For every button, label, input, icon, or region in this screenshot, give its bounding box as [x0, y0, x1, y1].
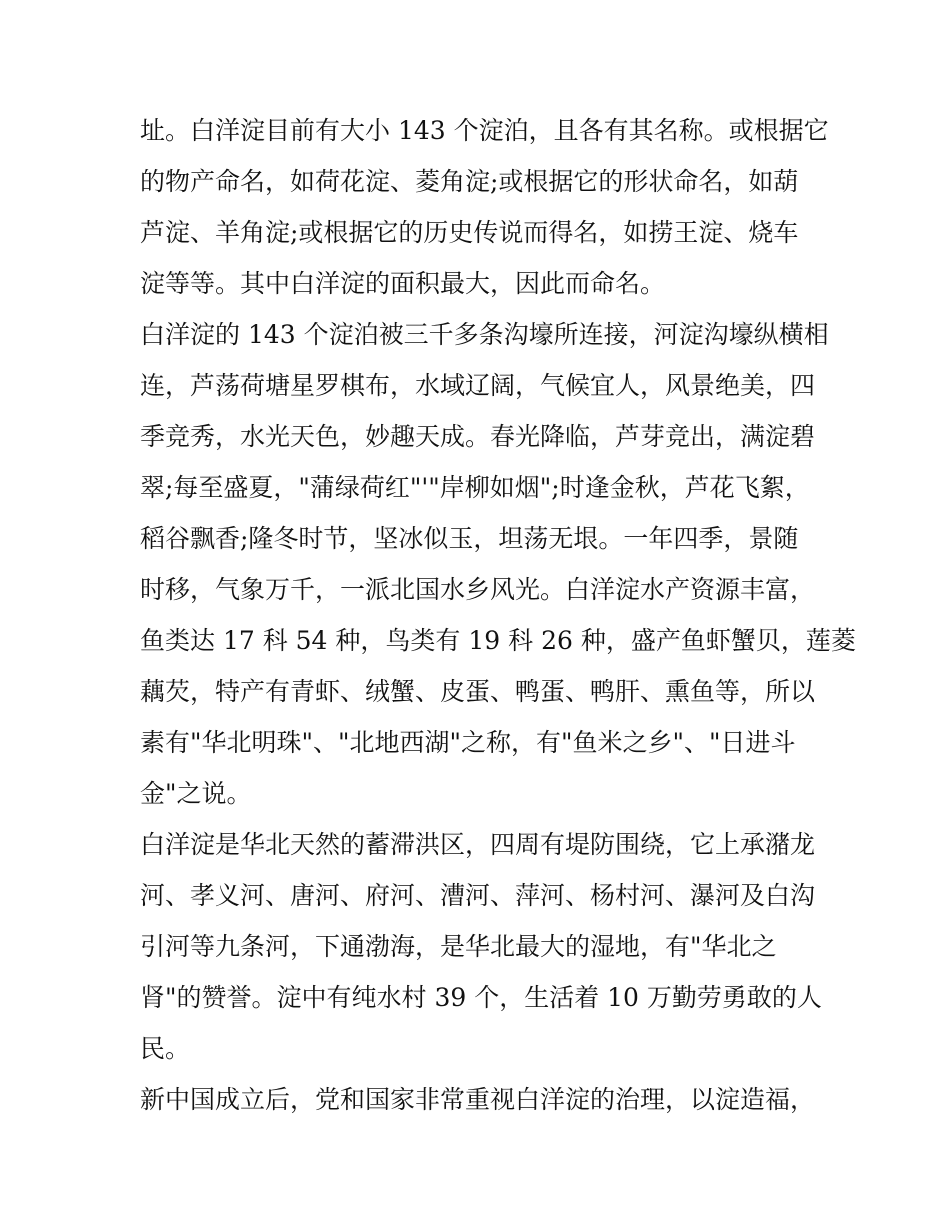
- document-body: [140, 105, 856, 1125]
- text-line: 稻谷飘香;隆冬时节，坚冰似玉，坦荡无垠。一年四季，景随: [140, 524, 799, 553]
- text-line: 白洋淀的 143 个淀泊被三千多条沟壕所连接，河淀沟壕纵横相: [140, 320, 829, 349]
- text-line: 新中国成立后，党和国家非常重视白洋淀的治理，以淀造福，: [140, 1085, 816, 1114]
- text-line: 民。: [140, 1034, 191, 1063]
- text-line: 藕芡，特产有青虾、绒蟹、皮蛋、鸭蛋、鸭肝、熏鱼等，所以: [140, 677, 816, 706]
- text-line: 的物产命名，如荷花淀、菱角淀;或根据它的形状命名，如葫: [140, 167, 799, 196]
- text-line: 淀等等。其中白洋淀的面积最大，因此而命名。: [140, 269, 666, 298]
- text-line: 连，芦荡荷塘星罗棋布，水域辽阔，气候宜人，风景绝美，四: [140, 371, 816, 400]
- text-line: 芦淀、羊角淀;或根据它的历史传说而得名，如捞王淀、烧车: [140, 218, 799, 247]
- text-line: 时移，气象万千，一派北国水乡风光。白洋淀水产资源丰富，: [140, 575, 816, 604]
- text-line: 址。白洋淀目前有大小 143 个淀泊，且各有其名称。或根据它: [140, 116, 829, 145]
- text-line: 白洋淀是华北天然的蓄滞洪区，四周有堤防围绕，它上承潴龙: [140, 830, 816, 859]
- text-line: 引河等九条河，下通渤海，是华北最大的湿地，有"华北之: [140, 932, 777, 961]
- paragraph-3: [140, 819, 822, 1074]
- paragraph-1: [140, 105, 829, 309]
- text-line: 翠;每至盛夏，"蒲绿荷红"'"岸柳如烟";时逢金秋，芦花飞絮，: [140, 473, 810, 502]
- text-line: 季竞秀，水光天色，妙趣天成。春光降临，芦芽竞出，满淀碧: [140, 422, 816, 451]
- text-line: 金"之说。: [140, 779, 252, 808]
- text-line: 肾"的赞誉。淀中有纯水村 39 个，生活着 10 万勤劳勇敢的人: [140, 983, 822, 1012]
- text-line: 素有"华北明珠"、"北地西湖"之称，有"鱼米之乡"、"日进斗: [140, 728, 796, 757]
- text-line: 鱼类达 17 科 54 种，鸟类有 19 科 26 种，盛产鱼虾蟹贝，莲菱: [140, 626, 856, 655]
- paragraph-4: [140, 1074, 816, 1125]
- paragraph-2: [140, 309, 856, 819]
- text-line: 河、孝义河、唐河、府河、漕河、萍河、杨村河、瀑河及白沟: [140, 881, 816, 910]
